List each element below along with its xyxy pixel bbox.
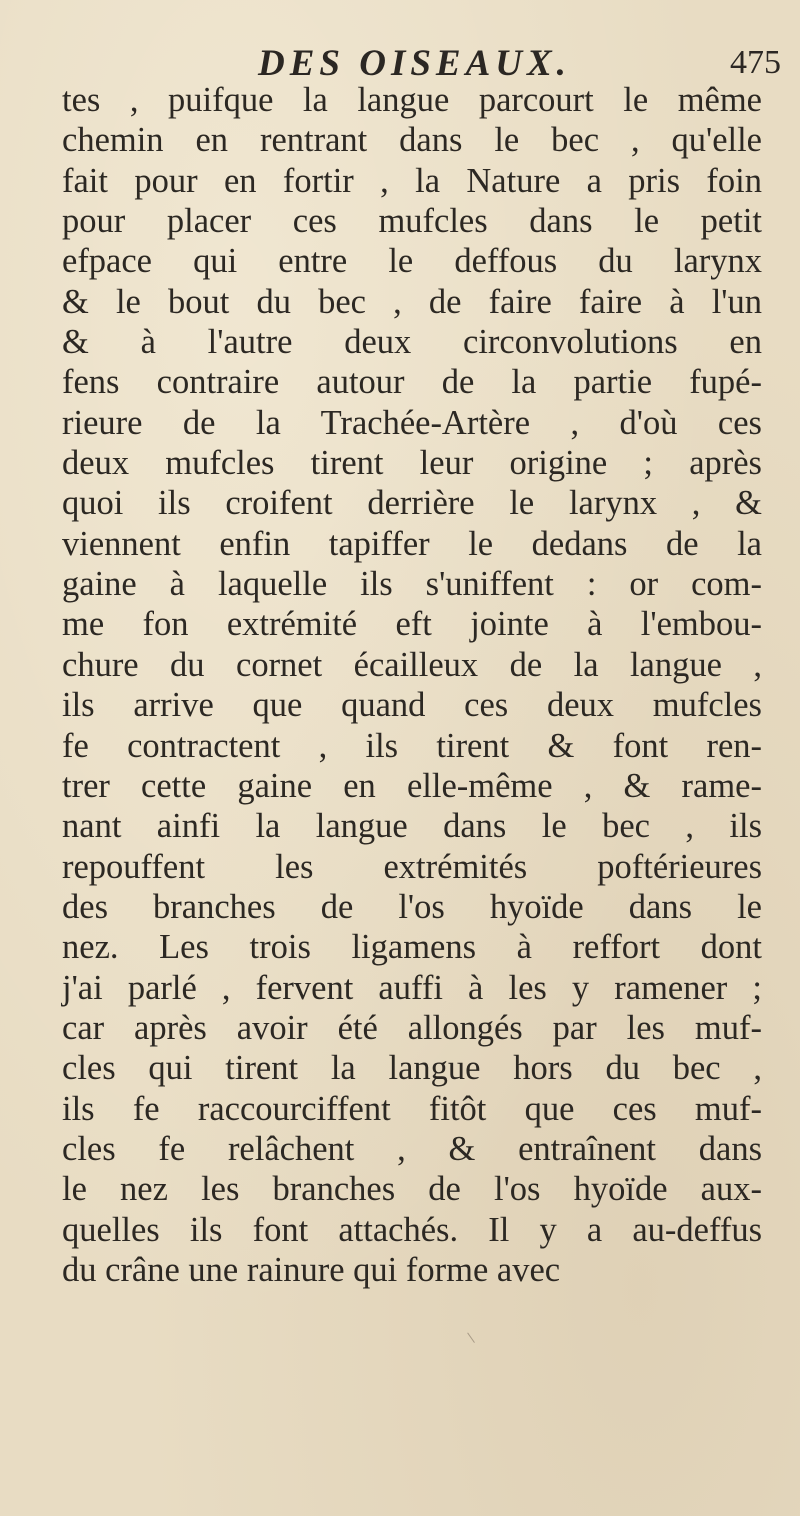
page-number: 475	[730, 44, 781, 81]
text-line: deux mufcles tirent leur origine ; après	[62, 444, 762, 483]
text-line: fait pour en fortir , la Nature a pris foin	[62, 161, 762, 200]
text-line: me fon extrémité eft jointe à l'embou-	[62, 605, 762, 644]
text-line: nant ainfi la langue dans le bec , ils	[62, 807, 762, 846]
text-line: fe contractent , ils tirent & font ren-	[62, 726, 762, 765]
text-line: pour placer ces mufcles dans le petit	[62, 202, 762, 241]
text-line: cles fe relâchent , & entraînent dans	[62, 1129, 762, 1168]
text-line: gaine à laquelle ils s'uniffent : or com-	[62, 565, 762, 604]
text-line: fens contraire autour de la partie fupé-	[62, 363, 762, 402]
text-line: repouffent les extrémités poftérieures	[62, 847, 762, 886]
text-line: chure du cornet écailleux de la langue ,	[62, 645, 762, 684]
text-line: rieure de la Trachée-Artère , d'où ces	[62, 403, 762, 442]
text-line: des branches de l'os hyoïde dans le	[62, 887, 762, 926]
body-text	[62, 80, 762, 1290]
text-line: ils arrive que quand ces deux mufcles	[62, 686, 762, 725]
text-line: chemin en rentrant dans le bec , qu'elle	[62, 121, 762, 160]
text-line: ils fe raccourciffent fitôt que ces muf-	[62, 1089, 762, 1128]
text-line: nez. Les trois ligamens à reffort dont	[62, 928, 762, 967]
text-line: le nez les branches de l'os hyoïde aux-	[62, 1170, 762, 1209]
text-line: trer cette gaine en elle-même , & rame-	[62, 766, 762, 805]
text-line: cles qui tirent la langue hors du bec ,	[62, 1049, 762, 1088]
text-line: quoi ils croifent derrière le larynx , &	[62, 484, 762, 523]
text-line: du crâne une rainure qui forme avec	[62, 1250, 561, 1289]
text-line: & à l'autre deux circonvolutions en	[62, 323, 762, 362]
text-line: & le bout du bec , de faire faire à l'un	[62, 282, 762, 321]
text-line: viennent enfin tapiffer le dedans de la	[62, 524, 762, 563]
text-line: car après avoir été allongés par les muf-	[62, 1008, 762, 1047]
paper-mark	[467, 1329, 480, 1343]
text-line: quelles ils font attachés. Il y a au-deffus	[62, 1210, 762, 1249]
text-line: efpace qui entre le deffous du larynx	[62, 242, 762, 281]
running-head	[0, 36, 800, 86]
text-line: tes , puifque la langue parcourt le même	[62, 81, 762, 119]
running-title: DES OISEAUX.	[258, 43, 571, 84]
text-line: j'ai parlé , fervent auffi à les y ramener ;	[62, 968, 762, 1007]
